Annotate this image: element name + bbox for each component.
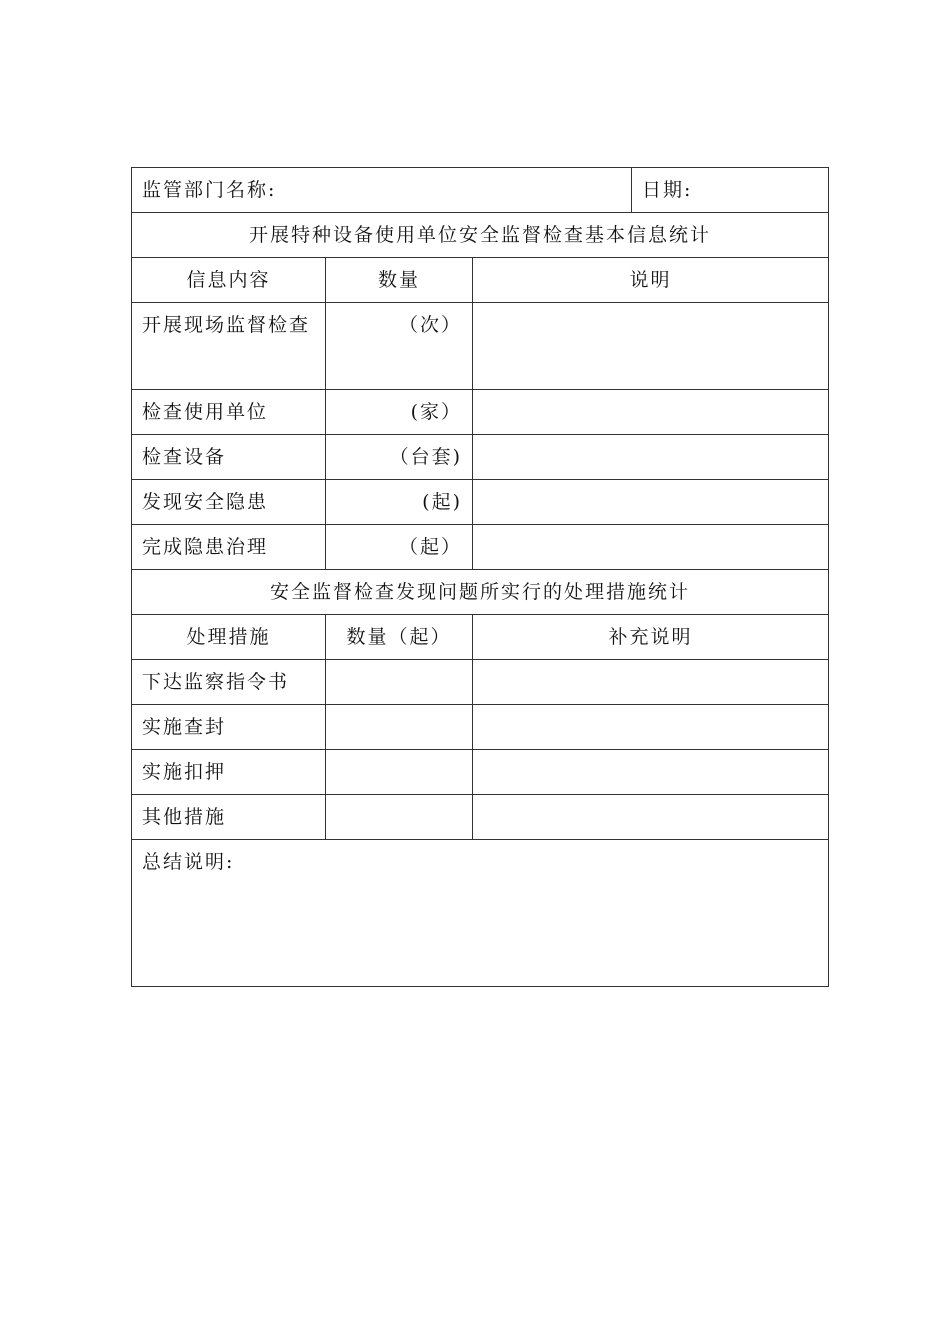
header-row bbox=[132, 168, 829, 213]
quantity-cell[interactable] bbox=[326, 303, 473, 390]
summary-cell[interactable] bbox=[132, 840, 829, 987]
summary-label: 总结说明: bbox=[142, 851, 235, 873]
row-label: 发现安全隐患 bbox=[132, 480, 326, 525]
table-row bbox=[132, 795, 829, 840]
column-header-info: 信息内容 bbox=[132, 258, 326, 303]
column-header-supplementary: 补充说明 bbox=[473, 615, 829, 660]
section2-title: 安全监督检查发现问题所实行的处理措施统计 bbox=[132, 570, 829, 615]
quantity-cell[interactable] bbox=[326, 660, 473, 705]
row-label: 实施扣押 bbox=[132, 750, 326, 795]
unit-label: (家） bbox=[410, 401, 462, 423]
dept-name-cell[interactable] bbox=[132, 168, 632, 213]
unit-label: （台套) bbox=[389, 446, 462, 468]
section2-title-row bbox=[132, 570, 829, 615]
row-label: 检查使用单位 bbox=[132, 390, 326, 435]
table-row bbox=[132, 525, 829, 570]
date-cell[interactable] bbox=[632, 168, 829, 213]
notes-cell[interactable] bbox=[473, 705, 829, 750]
unit-label: （次） bbox=[398, 314, 462, 336]
quantity-cell[interactable] bbox=[326, 750, 473, 795]
notes-cell[interactable] bbox=[473, 303, 829, 390]
table-row bbox=[132, 750, 829, 795]
unit-label: （起） bbox=[398, 536, 462, 558]
unit-label: (起) bbox=[422, 491, 462, 513]
date-label: 日期: bbox=[642, 179, 693, 201]
section1-title: 开展特种设备使用单位安全监督检查基本信息统计 bbox=[132, 213, 829, 258]
quantity-cell[interactable] bbox=[326, 480, 473, 525]
row-label: 完成隐患治理 bbox=[132, 525, 326, 570]
row-label: 开展现场监督检查 bbox=[132, 303, 326, 390]
row-label: 实施查封 bbox=[132, 705, 326, 750]
quantity-cell[interactable] bbox=[326, 705, 473, 750]
quantity-cell[interactable] bbox=[326, 390, 473, 435]
row-label: 其他措施 bbox=[132, 795, 326, 840]
dept-name-label: 监管部门名称: bbox=[142, 179, 277, 201]
column-header-quantity: 数量 bbox=[326, 258, 473, 303]
quantity-cell[interactable] bbox=[326, 525, 473, 570]
notes-cell[interactable] bbox=[473, 435, 829, 480]
inspection-statistics-table bbox=[131, 167, 829, 987]
section1-column-header-row bbox=[132, 258, 829, 303]
table-row bbox=[132, 435, 829, 480]
row-label: 检查设备 bbox=[132, 435, 326, 480]
quantity-cell[interactable] bbox=[326, 435, 473, 480]
quantity-cell[interactable] bbox=[326, 795, 473, 840]
notes-cell[interactable] bbox=[473, 750, 829, 795]
column-header-measure: 处理措施 bbox=[132, 615, 326, 660]
section1-title-row bbox=[132, 213, 829, 258]
section2-column-header-row bbox=[132, 615, 829, 660]
summary-row bbox=[132, 840, 829, 987]
column-header-count: 数量（起） bbox=[326, 615, 473, 660]
column-header-notes: 说明 bbox=[473, 258, 829, 303]
table-row bbox=[132, 660, 829, 705]
table-row bbox=[132, 705, 829, 750]
row-label: 下达监察指令书 bbox=[132, 660, 326, 705]
table-row bbox=[132, 390, 829, 435]
notes-cell[interactable] bbox=[473, 480, 829, 525]
table-row bbox=[132, 303, 829, 390]
table-row bbox=[132, 480, 829, 525]
notes-cell[interactable] bbox=[473, 390, 829, 435]
notes-cell[interactable] bbox=[473, 660, 829, 705]
notes-cell[interactable] bbox=[473, 525, 829, 570]
notes-cell[interactable] bbox=[473, 795, 829, 840]
